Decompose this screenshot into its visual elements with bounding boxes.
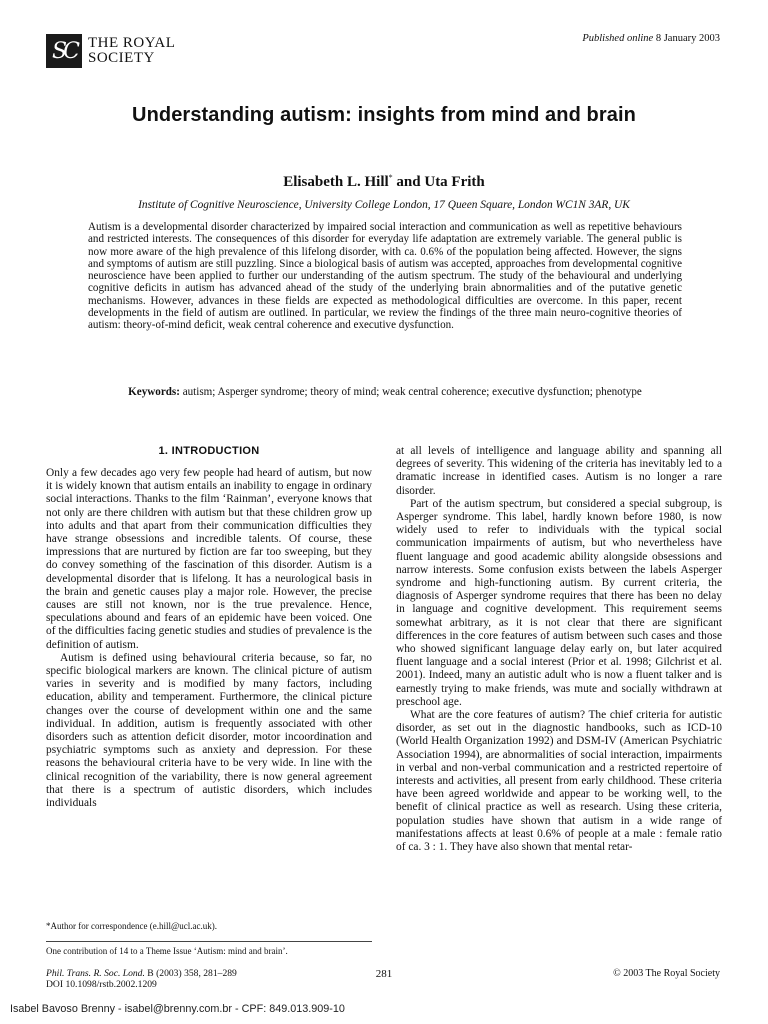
- correspondence-footnote: *Author for correspondence (e.hill@ucl.ac.uk).: [46, 921, 217, 931]
- logo-line-2: SOCIETY: [88, 50, 155, 66]
- footnotes: [46, 921, 372, 957]
- paper-title: Understanding autism: insights from mind and brain: [132, 104, 636, 126]
- keywords-text: autism; Asperger syndrome; theory of mind; weak central coherence; executive dysfunction; phenotype: [182, 386, 642, 398]
- section-heading: 1. INTRODUCTION: [158, 445, 260, 457]
- abstract: Autism is a developmental disorder characterized by impaired social interaction and communication as well as repetitive behaviours and restricted interests. The consequences of this disorder for everyday life adaptation are extremely variable. The general public is now more aware of the high prevalence of this lifelong disorder, with ca. 0.6% of the population being affected. However, the signs and symptoms of autism are still puzzling. Since a biological basis of autism was accepted, approaches from developmental cognitive neuroscience have been applied to further our understanding of the autism spectrum. The study of the behavioural and underlying cognitive deficits in autism has advanced ahead of the study of the underlying brain abnormalities and of the putative genetic mechanisms. However, advances in these fields are expected as methodological difficulties are overcome. In this paper, recent developments in the field of autism are outlined. In particular, we review the findings of the three main neuro-cognitive theories of autism: theory-of-mind deficit, weak central coherence and executive dysfunction.: [88, 221, 682, 332]
- corresponding-mark: *: [388, 173, 393, 182]
- journal-name: Phil. Trans. R. Soc. Lond.: [46, 968, 145, 979]
- contribution-footnote: One contribution of 14 to a Theme Issue ‘Autism: mind and brain’.: [46, 946, 288, 956]
- royal-society-emblem-icon: SC: [46, 34, 82, 68]
- right-column: [396, 445, 722, 854]
- footnote-divider: [46, 941, 372, 942]
- author-1: Elisabeth L. Hill: [283, 174, 389, 190]
- royal-society-logo: [46, 34, 175, 68]
- published-label: Published online: [582, 33, 654, 44]
- paragraph-5: What are the core features of autism? The chief criteria for autistic disorder, as set out in the diagnostic handbooks, such as ICD-10 (World Health Organization 1992) and DSM-IV (American Psychiatric Association 1994), are abnormalities of social interaction, impairments in verbal and non-verbal communication and a restricted repertoire of interests and activities, all present from early childhood. These criteria have been agreed worldwide and appear to be working well, to the benefit of clinical practice as well as research. Using these criteria, population studies have shown that autism in a wide range of manifestations affects at least 0.6% of people at a male : female ratio of ca. 3 : 1. They have also shown that mental retar-: [396, 709, 722, 854]
- author-2: Uta Frith: [424, 174, 485, 190]
- logo-text: [88, 36, 175, 66]
- paragraph-4: Part of the autism spectrum, but considered a special subgroup, is Asperger syndrome. This label, hardly known before 1980, is now widely used to refer to individuals with the typical social communication impairments of autism, but who nevertheless have fluent language and good academic ability alongside obsessions and narrow interests. Some confusion exists between the labels Asperger syndrome and high-functioning autism. By current criteria, the diagnosis of Asperger syndrome requires that there has been no delay in language and cognitive development. This requirement seems somewhat arbitrary, as it is not clear that there are significant differences in the core features of autism between such cases and those who showed significant language delay early on, but later acquired fluent language and a social interest (Prior et al. 1998; Gilchrist et al. 2001). Indeed, many an autistic adult who is now a fluent talker and is earnestly trying to make friends, was mute and socially withdrawn at preschool age.: [396, 497, 722, 708]
- keywords: [88, 386, 682, 400]
- author-conjunction: and: [396, 174, 421, 190]
- affiliation: Institute of Cognitive Neuroscience, University College London, 17 Queen Square, London WC1N 3AR, UK: [138, 199, 630, 211]
- paragraph-3: at all levels of intelligence and language ability and spanning all degrees of severity. This widening of the criteria has inevitably led to a dramatic increase in identified cases. Autism is no longer a rare disorder.: [396, 445, 722, 497]
- published-date: 8 January 2003: [655, 33, 720, 44]
- page-number: 281: [375, 968, 393, 980]
- paragraph-1: Only a few decades ago very few people had heard of autism, but now it is widely known that autism entails an inability to engage in ordinary social interactions. Thanks to the film ‘Rainman’, everyone knows that not only are there children with autism but that these children grow up into adults and that apart from their communication difficulties they have strange obsessions and incredible talents. Of course, these impressions that are nurtured by fiction are far too sweeping, but they do convey something of the fascination of this disorder. Autism is a developmental disorder that is lifelong. It has a neurological basis in the brain and genetic causes play a major role. However, the precise causes are still not known, nor is the true prevalence. Hence, speculations abound and fears of an epidemic have been voiced. One of the difficulties facing genetic studies and studies of prevalence is the definition of autism.: [46, 467, 372, 651]
- logo-line-1: THE ROYAL: [88, 35, 176, 51]
- paragraph-2: Autism is defined using behavioural criteria because, so far, no specific biological markers are known. The clinical picture of autism varies in severity and is modified by many factors, including education, ability and temperament. Furthermore, the clinical picture changes over the course of development within one and the same individual. In addition, autism is frequently associated with other disorders such as attention deficit disorder, motor incoordination and psychiatric symptoms such as anxiety and depression. For these reasons the behavioural criteria have to be very wide. In line with the clinical recognition of the variability, there is now general agreement that there is a spectrum of autistic disorders, which includes individuals: [46, 651, 372, 810]
- left-column: [46, 445, 372, 810]
- citation-volume: B (2003) 358, 281–289: [147, 968, 237, 979]
- publication-date: [582, 33, 720, 44]
- doi: DOI 10.1098/rstb.2002.1209: [46, 979, 157, 990]
- author-line: [0, 173, 768, 191]
- keywords-label: Keywords:: [128, 386, 180, 398]
- download-watermark: Isabel Bavoso Brenny - isabel@brenny.com.br - CPF: 849.013.909-10: [10, 1003, 345, 1015]
- copyright: © 2003 The Royal Society: [613, 968, 720, 979]
